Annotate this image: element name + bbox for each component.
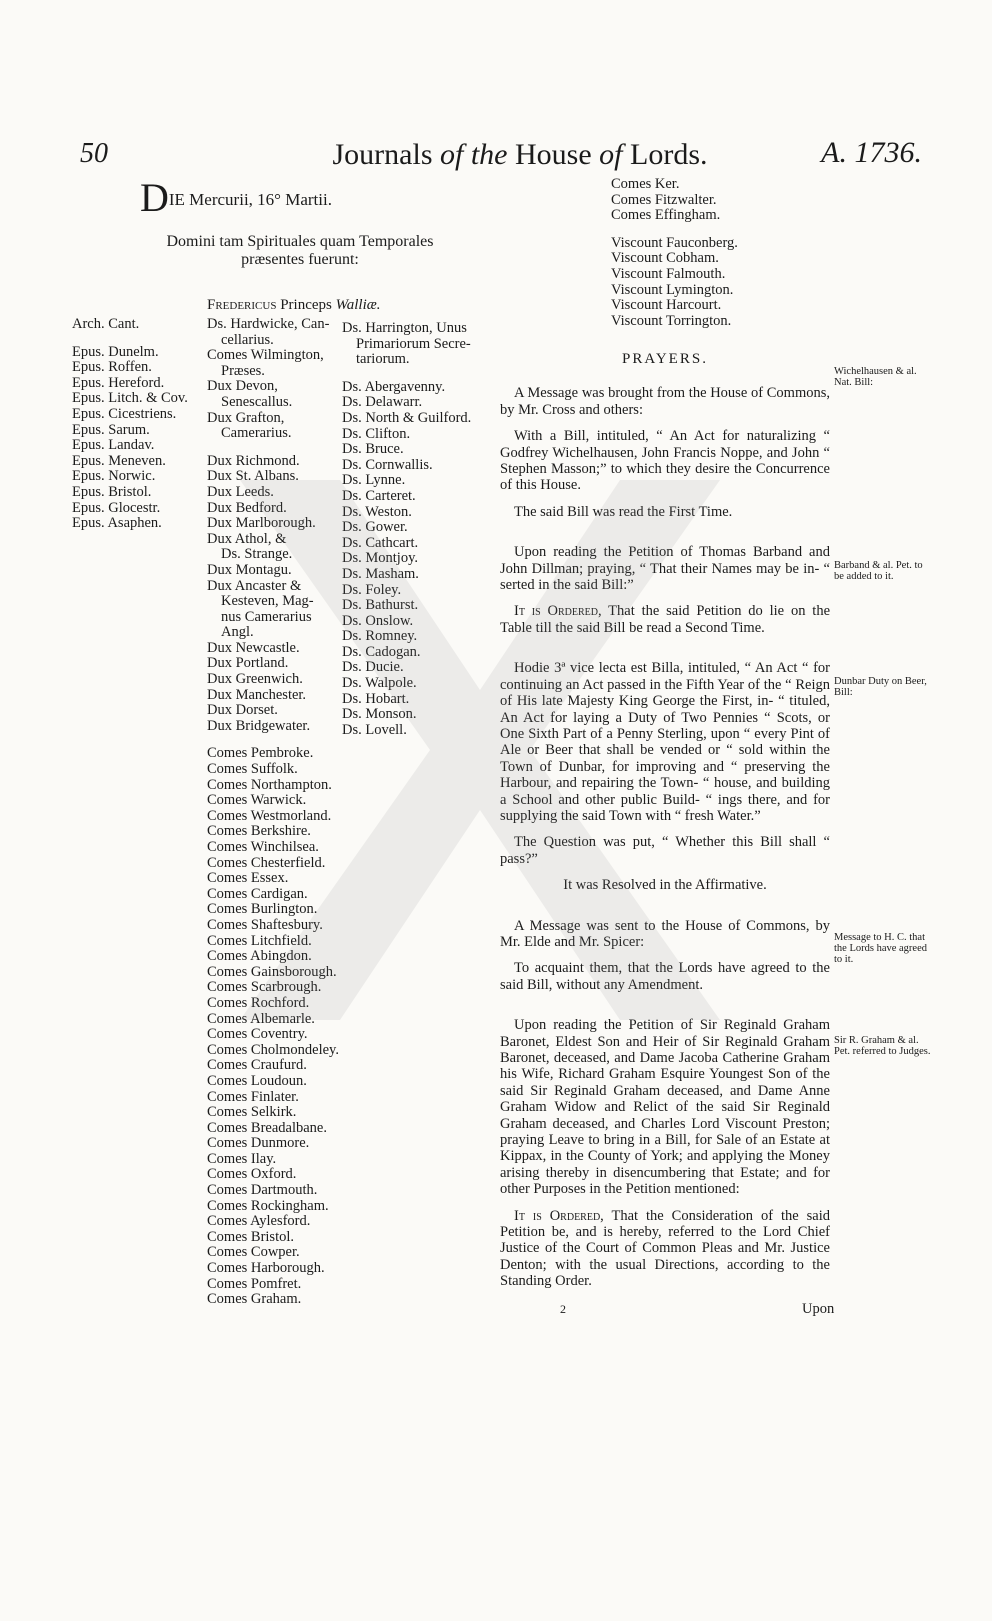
order-text: That the said Petition do lie on the Table till the said Bill be read a Second Time.: [500, 603, 830, 636]
lord-entry: Senescallus.: [221, 393, 293, 410]
earl-entry: Comes Cholmondeley.: [207, 1041, 339, 1058]
bishop-entry: Epus. Asaphen.: [72, 515, 162, 532]
day-heading: [140, 175, 332, 220]
earl-entry: Comes Berkshire.: [207, 823, 311, 840]
page-header: [80, 132, 922, 172]
paragraph-message-received: A Message was brought from the House of Commons, by Mr. Cross and others:: [500, 385, 830, 418]
earl-entry: Comes Rochford.: [207, 994, 310, 1011]
lord-entry: Dux Grafton,: [207, 409, 285, 426]
dukes-earls-list: [207, 317, 339, 1308]
prince-title: Princeps: [276, 297, 336, 313]
baron-entry: Ds. Ducie.: [342, 659, 404, 676]
earl-entry: Comes Pomfret.: [207, 1275, 302, 1292]
bishop-entry: Epus. Cicestriens.: [72, 405, 177, 422]
lord-entry: Dux Greenwich.: [207, 671, 303, 688]
earl-entry: Comes Winchilsea.: [207, 839, 319, 855]
paragraph-acquaint: To acquaint them, that the Lords have agreed to the said Bill, without any Amendment.: [500, 960, 830, 993]
baron-entry: Ds. Monson.: [342, 706, 417, 723]
earl-entry: Comes Bristol.: [207, 1228, 295, 1245]
earl-entry: Comes Rockingham.: [207, 1197, 329, 1214]
present-heading: Domini tam Spirituales quam Temporales præsentes fuerunt:: [166, 233, 434, 268]
paragraph-question-put: The Question was put, “ Whether this Bill shall “ pass?”: [500, 834, 830, 867]
paragraph-bill-title: With a Bill, intituled, “ An Act for naturalizing “ Godfrey Wichelhausen, John Francis Noppe, and John “ Stephen Masson;” to which they desire the Concurrence of this House.: [500, 428, 830, 494]
earl-entry: Comes Finlater.: [207, 1088, 299, 1105]
baron-entry: Ds. Onslow.: [342, 612, 414, 629]
baron-entry: Ds. Cadogan.: [342, 643, 421, 660]
main-text: [500, 351, 830, 1290]
paragraph-resolved: It was Resolved in the Affirmative.: [563, 877, 767, 894]
lord-entry: Dux Ancaster &: [207, 577, 302, 594]
earl-entry: Comes Aylesford.: [207, 1213, 311, 1230]
baron-entry: Ds. Montjoy.: [342, 550, 418, 567]
viscount-entry: Comes Effingham.: [611, 207, 721, 224]
drop-cap: D: [140, 175, 169, 220]
lord-entry: Dux Devon,: [207, 378, 278, 395]
paragraph-order-lie-on-table: [500, 603, 830, 636]
bishop-entry: Epus. Dunelm.: [72, 343, 159, 360]
baron-entry: Ds. Bruce.: [342, 441, 404, 458]
earl-entry: Comes Essex.: [207, 870, 289, 887]
catchword: Upon: [802, 1301, 835, 1317]
bishop-entry: Epus. Roffen.: [72, 359, 152, 376]
bishop-entry: Epus. Sarum.: [72, 421, 150, 438]
margin-note-barband: Barband & al. Pet. to be added to it.: [834, 560, 923, 582]
viscount-entry: Viscount Falmouth.: [611, 265, 726, 282]
lord-entry: Angl.: [221, 624, 254, 641]
earl-entry: Comes Scarbrough.: [207, 979, 322, 996]
lord-entry: Dux St. Albans.: [207, 468, 299, 485]
earl-entry: Comes Selkirk.: [207, 1104, 297, 1121]
baron-entry: Ds. Clifton.: [342, 425, 411, 442]
baron-entry: Ds. Gower.: [342, 519, 408, 536]
earl-entry: Comes Graham.: [207, 1291, 302, 1308]
baron-entry: Ds. Weston.: [342, 503, 412, 520]
baron-entry: Ds. Cornwallis.: [342, 456, 433, 473]
lord-entry: Dux Leeds.: [207, 483, 274, 500]
paragraph-first-reading: The said Bill was read the First Time.: [514, 503, 733, 520]
order-text-2: That the Consideration of the said Petition be, and is hereby, referred to the Lord Chief Justice of the Court of Common Pleas and Mr. Justice Denton; with the usual Directions, according to the Standing Order.: [500, 1207, 830, 1290]
lord-entry: Dux Montagu.: [207, 561, 292, 578]
prayers-heading: PRAYERS.: [622, 351, 708, 367]
earl-entry: Comes Oxford.: [207, 1166, 297, 1183]
paragraph-barband-petition: Upon reading the Petition of Thomas Barband and John Dillman; praying, “ That their Names may be in- “ serted in the said Bill:”: [500, 544, 830, 594]
prince-line: [207, 297, 381, 314]
bishops-list: [72, 317, 188, 532]
paragraph-referred-to-judges: [500, 1208, 830, 1290]
lord-entry: Dux Athol, &: [207, 530, 287, 547]
bishop-entry: Epus. Hereford.: [72, 374, 165, 391]
lord-entry: Præses.: [221, 362, 265, 379]
margin-note-wichelhausen: Wichelhausen & al. Nat. Bill:: [834, 366, 917, 388]
margin-note-dunbar: Dunbar Duty on Beer, Bill:: [834, 676, 927, 698]
viscount-entry: Comes Fitzwalter.: [611, 191, 717, 208]
earl-entry: Comes Suffolk.: [207, 761, 298, 778]
bishop-entry: Epus. Norwic.: [72, 468, 156, 485]
baron-entry: tariorum.: [356, 351, 410, 368]
earl-entry: Comes Litchfield.: [207, 932, 312, 949]
baron-entry: Ds. Delawarr.: [342, 394, 423, 411]
lord-entry: Camerarius.: [221, 425, 292, 442]
lord-entry: Ds. Hardwicke, Can-: [207, 316, 330, 332]
earl-entry: Comes Chesterfield.: [207, 854, 326, 871]
lord-entry: Dux Bedford.: [207, 499, 287, 516]
paragraph-dunbar-bill: Hodie 3ª vice lecta est Billa, intituled, “ An Act “ for continuing an Act passed in the Fifth Year of the “ Reign of His late Majesty King George the First, in- “ tituled, An Act for laying a Duty of Two Pennies “ Scots, or One Sixth Part of a Penny Sterling, upon “ every Pint of Ale or Beer that shall be vended or “ sold within the Town of Dunbar, for improving and “ preserving the Harbour, and repairing the Town- “ house, and building a School and other public Build- “ ings there, and for supplying the said Town with “ fresh Water.”: [500, 660, 830, 824]
earl-entry: Comes Cardigan.: [207, 885, 308, 902]
earl-entry: Comes Ilay.: [207, 1150, 277, 1167]
baron-entry: Ds. Lynne.: [342, 472, 406, 489]
baron-entry: Ds. Walpole.: [342, 675, 417, 692]
earl-entry: Comes Northampton.: [207, 776, 332, 793]
earl-entry: Comes Harborough.: [207, 1260, 325, 1277]
lord-entry: Dux Manchester.: [207, 686, 307, 703]
baron-entry: Primariorum Secre-: [356, 335, 471, 352]
running-title: [320, 138, 720, 172]
baron-entry: Ds. Hobart.: [342, 690, 410, 707]
bishop-entry: Arch. Cant.: [72, 316, 140, 332]
title-journals: Journals: [332, 138, 440, 171]
paragraph-message-sent: A Message was sent to the House of Commons, by Mr. Elde and Mr. Spicer:: [500, 917, 830, 950]
earl-entry: Comes Loudoun.: [207, 1072, 307, 1089]
lord-entry: Kesteven, Mag-: [221, 593, 314, 610]
baron-entry: Ds. Cathcart.: [342, 534, 419, 551]
lord-entry: Dux Marlborough.: [207, 515, 316, 532]
lord-entry: Comes Wilmington,: [207, 347, 324, 364]
earl-entry: Comes Breadalbane.: [207, 1119, 327, 1136]
viscount-entry: Viscount Torrington.: [611, 312, 732, 329]
earl-entry: Comes Coventry.: [207, 1026, 308, 1043]
baron-entry: Ds. North & Guilford.: [342, 409, 472, 426]
margin-note-message: Message to H. C. that the Lords have agreed to it.: [834, 932, 927, 965]
bishop-entry: Epus. Meneven.: [72, 452, 166, 469]
lord-entry: Dux Dorset.: [207, 702, 278, 719]
lord-entry: Dux Bridgewater.: [207, 717, 311, 734]
viscount-entry: Comes Ker.: [611, 176, 680, 192]
order-lead-2: It is Ordered,: [514, 1207, 604, 1224]
viscounts-list: [611, 177, 738, 329]
title-lords: Lords.: [630, 138, 708, 171]
signature-mark: 2: [560, 1302, 566, 1316]
title-of-the: of the: [440, 138, 515, 171]
prince-place: Walliæ.: [335, 297, 381, 313]
baron-entry: Ds. Bathurst.: [342, 597, 419, 614]
bishop-entry: Epus. Glocestr.: [72, 499, 161, 516]
viscount-entry: Viscount Fauconberg.: [611, 234, 738, 251]
earl-entry: Comes Abingdon.: [207, 948, 312, 965]
page-number: 50: [80, 138, 108, 169]
viscount-entry: Viscount Harcourt.: [611, 297, 722, 314]
baron-entry: Ds. Harrington, Unus: [342, 320, 467, 336]
lord-entry: nus Camerarius: [221, 608, 312, 625]
baron-entry: Ds. Carteret.: [342, 487, 416, 504]
baron-entry: Ds. Abergavenny.: [342, 378, 446, 395]
earl-entry: Comes Albemarle.: [207, 1010, 315, 1027]
day-heading-text: IE Mercurii, 16° Martii.: [168, 190, 332, 209]
earl-entry: Comes Craufurd.: [207, 1057, 307, 1074]
earl-entry: Comes Westmorland.: [207, 807, 332, 824]
prince-name: Fredericus: [207, 297, 277, 313]
baron-entry: Ds. Romney.: [342, 628, 418, 645]
lord-entry: Ds. Strange.: [221, 546, 293, 563]
earl-entry: Comes Cowper.: [207, 1244, 300, 1261]
title-house: House: [515, 138, 600, 171]
viscount-entry: Viscount Cobham.: [611, 250, 719, 267]
earl-entry: Comes Dartmouth.: [207, 1182, 318, 1199]
lord-entry: Dux Newcastle.: [207, 639, 300, 656]
baron-entry: Ds. Masham.: [342, 565, 419, 582]
bishop-entry: Epus. Landav.: [72, 437, 155, 454]
viscount-entry: Viscount Lymington.: [611, 281, 734, 298]
page-year: A. 1736.: [821, 136, 922, 169]
order-lead: It is Ordered,: [514, 603, 602, 620]
bishop-entry: Epus. Litch. & Cov.: [72, 390, 188, 407]
margin-note-graham: Sir R. Graham & al. Pet. referred to Judges.: [834, 1035, 931, 1057]
baron-entry: Ds. Lovell.: [342, 721, 407, 738]
earl-entry: Comes Dunmore.: [207, 1135, 310, 1152]
earl-entry: Comes Burlington.: [207, 901, 318, 918]
lord-entry: cellarius.: [221, 331, 274, 348]
earl-entry: Comes Shaftesbury.: [207, 916, 323, 933]
bishop-entry: Epus. Bristol.: [72, 483, 152, 500]
paragraph-graham-petition: Upon reading the Petition of Sir Reginald Graham Baronet, Eldest Son and Heir of Sir Reginald Graham Baronet, deceased, and Dame Jacoba Catherine Graham his Wife, Richard Graham Esquire Youngest Son of the said Sir Reginald Graham deceased, and Dame Anne Graham Widow and Relict of the said Sir Reginald Graham deceased, and Charles Lord Viscount Preston; praying Leave to bring in a Bill, for Sale of an Estate at Kippax, in the County of York; and applying the Money arising thereby in disencumbering that Estate; and for other Purposes in the Petition mentioned:: [500, 1017, 830, 1198]
baron-entry: Ds. Foley.: [342, 581, 402, 598]
earl-entry: Comes Pembroke.: [207, 745, 314, 762]
lord-entry: Dux Richmond.: [207, 452, 300, 469]
earl-entry: Comes Gainsborough.: [207, 963, 337, 980]
lord-entry: Dux Portland.: [207, 655, 289, 672]
barons-list: [342, 321, 471, 738]
earl-entry: Comes Warwick.: [207, 792, 307, 809]
title-of: of: [599, 138, 630, 171]
